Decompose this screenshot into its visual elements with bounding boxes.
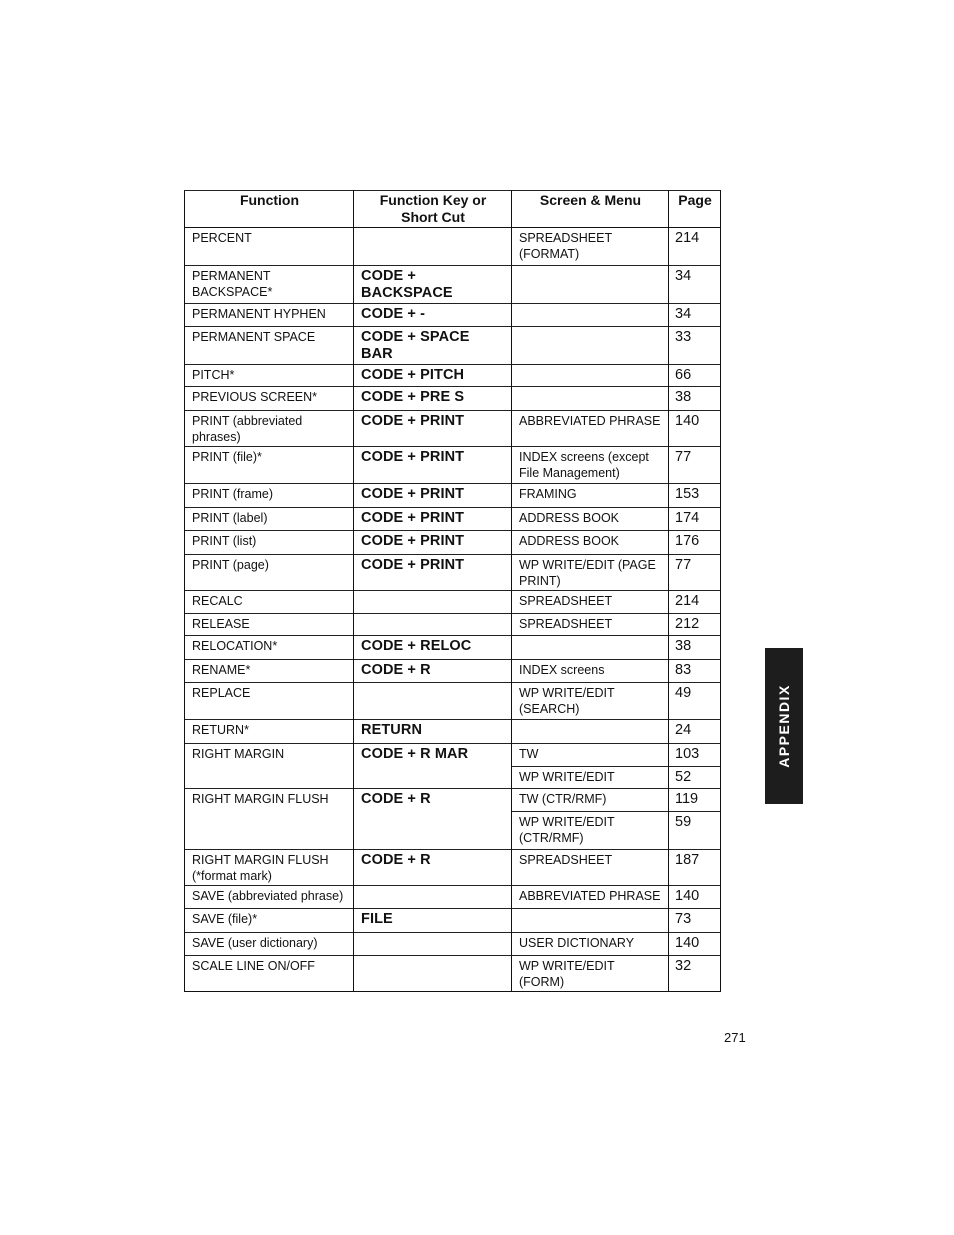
- cell-page: 176: [669, 531, 721, 555]
- cell-page: 103: [669, 744, 721, 767]
- cell-page: 83: [669, 660, 721, 683]
- cell-function: PERMANENT HYPHEN: [185, 304, 354, 327]
- cell-screen-menu: WP WRITE/EDIT (FORM): [512, 956, 669, 992]
- cell-function: PERMANENT BACKSPACE*: [185, 266, 354, 304]
- table-row: [185, 387, 721, 411]
- cell-function-key: CODE + R: [354, 850, 512, 886]
- cell-page: 140: [669, 411, 721, 447]
- table-row: [185, 508, 721, 531]
- cell-screen-menu: SPREADSHEET: [512, 591, 669, 614]
- cell-screen-menu: TW (CTR/RMF): [512, 789, 669, 812]
- cell-page: 34: [669, 266, 721, 304]
- cell-page: 32: [669, 956, 721, 992]
- cell-function: PREVIOUS SCREEN*: [185, 387, 354, 411]
- cell-function: PRINT (page): [185, 555, 354, 591]
- table-row: [185, 789, 721, 812]
- cell-page: 73: [669, 909, 721, 933]
- cell-function-key: CODE + R: [354, 660, 512, 683]
- cell-function: RIGHT MARGIN: [185, 744, 354, 789]
- cell-function-key: CODE + BACKSPACE: [354, 266, 512, 304]
- cell-function: RENAME*: [185, 660, 354, 683]
- cell-screen-menu: [512, 720, 669, 744]
- cell-function-key: CODE + PRINT: [354, 411, 512, 447]
- cell-function-key: CODE + R: [354, 789, 512, 850]
- cell-screen-menu: [512, 909, 669, 933]
- cell-function-key: CODE + -: [354, 304, 512, 327]
- cell-function-key: [354, 886, 512, 909]
- cell-function: RECALC: [185, 591, 354, 614]
- table-row: [185, 886, 721, 909]
- cell-screen-menu: WP WRITE/EDIT: [512, 767, 669, 789]
- cell-page: 77: [669, 447, 721, 484]
- cell-function-key: [354, 683, 512, 720]
- table-row: [185, 956, 721, 992]
- cell-function: PERCENT: [185, 228, 354, 266]
- cell-function-key: CODE + PRINT: [354, 555, 512, 591]
- table-row: [185, 531, 721, 555]
- table-row: [185, 909, 721, 933]
- cell-screen-menu: WP WRITE/EDIT (PAGE PRINT): [512, 555, 669, 591]
- cell-screen-menu: INDEX screens (except File Management): [512, 447, 669, 484]
- cell-function: SAVE (abbreviated phrase): [185, 886, 354, 909]
- table-row: [185, 411, 721, 447]
- cell-page: 140: [669, 933, 721, 956]
- cell-function-key: CODE + R MAR: [354, 744, 512, 789]
- cell-screen-menu: TW: [512, 744, 669, 767]
- cell-screen-menu: ADDRESS BOOK: [512, 531, 669, 555]
- cell-function: RIGHT MARGIN FLUSH (*format mark): [185, 850, 354, 886]
- cell-function: PRINT (abbreviated phrases): [185, 411, 354, 447]
- cell-page: 187: [669, 850, 721, 886]
- cell-function: REPLACE: [185, 683, 354, 720]
- header-screen-menu: Screen & Menu: [512, 191, 669, 228]
- cell-screen-menu: [512, 304, 669, 327]
- cell-function: PERMANENT SPACE: [185, 327, 354, 365]
- table-body: [185, 228, 721, 992]
- table-row: [185, 683, 721, 720]
- cell-screen-menu: [512, 365, 669, 387]
- table-row: [185, 850, 721, 886]
- cell-page: 49: [669, 683, 721, 720]
- cell-screen-menu: ADDRESS BOOK: [512, 508, 669, 531]
- table-row: [185, 591, 721, 614]
- cell-page: 174: [669, 508, 721, 531]
- cell-page: 214: [669, 228, 721, 266]
- cell-screen-menu: USER DICTIONARY: [512, 933, 669, 956]
- table-row: [185, 228, 721, 266]
- cell-screen-menu: [512, 327, 669, 365]
- cell-function-key: [354, 933, 512, 956]
- cell-function: RETURN*: [185, 720, 354, 744]
- cell-screen-menu: WP WRITE/EDIT (SEARCH): [512, 683, 669, 720]
- cell-function-key: [354, 614, 512, 636]
- cell-page: 119: [669, 789, 721, 812]
- cell-function-key: CODE + PRINT: [354, 447, 512, 484]
- cell-function-key: [354, 956, 512, 992]
- cell-function: PRINT (frame): [185, 484, 354, 508]
- cell-page: 214: [669, 591, 721, 614]
- cell-screen-menu: [512, 636, 669, 660]
- table-row: [185, 636, 721, 660]
- appendix-side-tab: [765, 648, 803, 804]
- cell-screen-menu: ABBREVIATED PHRASE: [512, 886, 669, 909]
- cell-page: 153: [669, 484, 721, 508]
- cell-page: 34: [669, 304, 721, 327]
- appendix-tab-label: APPENDIX: [776, 684, 793, 768]
- table-header-row: [185, 191, 721, 228]
- cell-function-key: CODE + PITCH: [354, 365, 512, 387]
- cell-screen-menu: INDEX screens: [512, 660, 669, 683]
- cell-page: 24: [669, 720, 721, 744]
- cell-function-key: FILE: [354, 909, 512, 933]
- cell-function-key: CODE + PRINT: [354, 531, 512, 555]
- cell-screen-menu: SPREADSHEET: [512, 850, 669, 886]
- cell-page: 140: [669, 886, 721, 909]
- cell-page: 66: [669, 365, 721, 387]
- table-row: [185, 365, 721, 387]
- cell-screen-menu: WP WRITE/EDIT (CTR/RMF): [512, 812, 669, 850]
- table-row: [185, 266, 721, 304]
- table-row: [185, 327, 721, 365]
- header-page: Page: [669, 191, 721, 228]
- cell-function-key: [354, 228, 512, 266]
- cell-screen-menu: [512, 266, 669, 304]
- table-row: [185, 304, 721, 327]
- cell-screen-menu: SPREADSHEET: [512, 614, 669, 636]
- table-row: [185, 744, 721, 767]
- cell-function-key: CODE + PRE S: [354, 387, 512, 411]
- cell-function: RELEASE: [185, 614, 354, 636]
- function-reference-table: [184, 190, 721, 992]
- cell-function-key: RETURN: [354, 720, 512, 744]
- cell-screen-menu: ABBREVIATED PHRASE: [512, 411, 669, 447]
- cell-page: 38: [669, 387, 721, 411]
- cell-function: PRINT (file)*: [185, 447, 354, 484]
- cell-function: RIGHT MARGIN FLUSH: [185, 789, 354, 850]
- cell-function-key: CODE + RELOC: [354, 636, 512, 660]
- table-row: [185, 555, 721, 591]
- header-function: Function: [185, 191, 354, 228]
- table-row: [185, 720, 721, 744]
- cell-screen-menu: [512, 387, 669, 411]
- cell-page: 33: [669, 327, 721, 365]
- cell-page: 59: [669, 812, 721, 850]
- cell-function: PRINT (list): [185, 531, 354, 555]
- cell-page: 52: [669, 767, 721, 789]
- page-number: 271: [724, 1030, 746, 1045]
- cell-function-key: CODE + PRINT: [354, 484, 512, 508]
- cell-function: SAVE (user dictionary): [185, 933, 354, 956]
- cell-function: SCALE LINE ON/OFF: [185, 956, 354, 992]
- cell-page: 38: [669, 636, 721, 660]
- cell-page: 212: [669, 614, 721, 636]
- cell-function: PITCH*: [185, 365, 354, 387]
- cell-function-key: CODE + PRINT: [354, 508, 512, 531]
- table-row: [185, 484, 721, 508]
- cell-screen-menu: FRAMING: [512, 484, 669, 508]
- table-row: [185, 447, 721, 484]
- table-row: [185, 660, 721, 683]
- cell-function: SAVE (file)*: [185, 909, 354, 933]
- cell-page: 77: [669, 555, 721, 591]
- header-function-key: Function Key or Short Cut: [354, 191, 512, 228]
- table-row: [185, 933, 721, 956]
- cell-function-key: CODE + SPACE BAR: [354, 327, 512, 365]
- table-row: [185, 614, 721, 636]
- cell-screen-menu: SPREADSHEET (FORMAT): [512, 228, 669, 266]
- cell-function: RELOCATION*: [185, 636, 354, 660]
- cell-function: PRINT (label): [185, 508, 354, 531]
- cell-function-key: [354, 591, 512, 614]
